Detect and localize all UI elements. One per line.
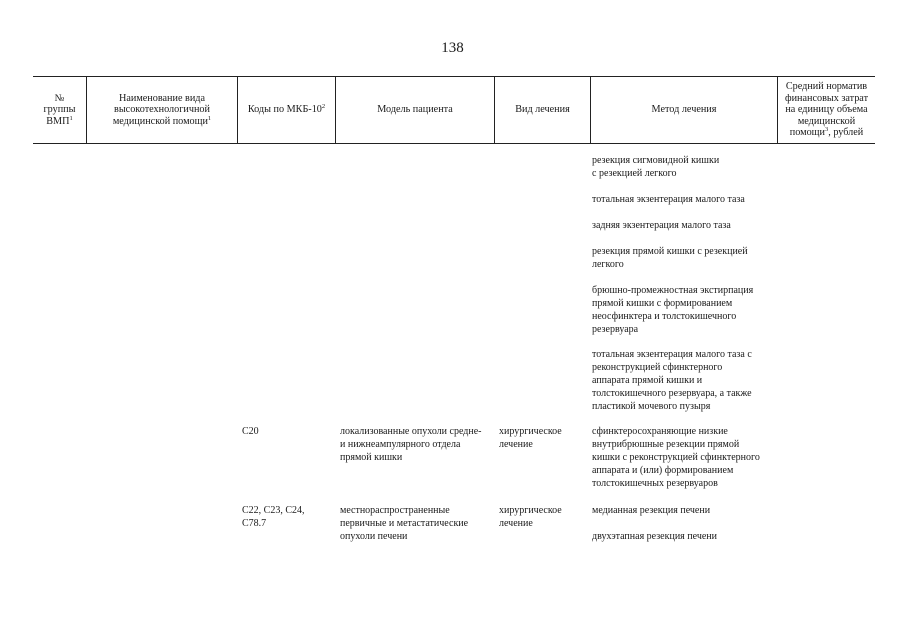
row-patient-model [340, 426, 481, 465]
method-item [592, 155, 719, 181]
header-group-mark: № [54, 92, 65, 104]
header-codes-footnote: 2 [321, 103, 326, 111]
header-col-treatment-type [494, 77, 590, 143]
header-cost-footnote: 3 [824, 126, 829, 134]
method-line: задняя экзентерация малого таза [592, 220, 731, 231]
header-cost-line3: на единицу объема [785, 104, 868, 116]
model-line: локализованные опухоли средне- [340, 426, 482, 437]
header-cost-line1: Средний норматив [785, 81, 868, 93]
row-treatment-type [499, 505, 562, 531]
method-line: реконструкцией сфинктерного [592, 361, 723, 373]
method-item [592, 194, 745, 207]
method-line: пластикой мочевого пузыря [592, 400, 711, 412]
method-item [592, 505, 710, 518]
method-line: неосфинктера и толстокишечного [592, 310, 737, 322]
method-line: резекция сигмовидной кишки [592, 155, 720, 166]
method-line: прямой кишки с формированием [592, 297, 733, 309]
method-line: легкого [592, 258, 624, 270]
method-item [592, 246, 748, 272]
header-codes-text: Коды по МКБ-10 [247, 104, 322, 116]
method-line: толстокишечных резервуаров [592, 477, 718, 489]
method-line: внутрибрюшные резекции прямой [592, 438, 740, 450]
treatment-line: хирургическое [499, 505, 562, 516]
row-treatment-type [499, 426, 562, 452]
header-model-text: Модель пациента [377, 104, 453, 116]
model-line: первичные и метастатические [340, 517, 469, 529]
method-item [592, 220, 731, 233]
method-line: резекция прямой кишки с резекцией [592, 246, 748, 257]
method-item [592, 426, 760, 491]
header-group-line1: группы [43, 104, 76, 116]
model-line: опухоли печени [340, 530, 408, 542]
header-treatment-text: Вид лечения [515, 104, 570, 116]
method-item [592, 349, 752, 414]
method-line: резервуара [592, 323, 639, 335]
method-line: толстокишечного резервуара, а также [592, 387, 752, 399]
header-name-line1: Наименование вида [119, 92, 205, 104]
header-col-average-cost [777, 77, 875, 143]
method-line: аппарата прямой кишки и [592, 374, 703, 386]
header-cost-line2: финансовых затрат [784, 92, 869, 104]
model-line: местнораспространенные [340, 505, 450, 516]
treatment-line: хирургическое [499, 426, 562, 437]
header-col-icd-codes [237, 77, 335, 143]
model-line: и нижнеампулярного отдела [340, 438, 461, 450]
method-line: кишки с реконструкцией сфинктерного [592, 451, 760, 463]
row-patient-model [340, 505, 468, 544]
method-line: с резекцией легкого [592, 167, 677, 179]
header-col-patient-model [335, 77, 494, 143]
method-item [592, 531, 717, 544]
method-line: аппарата и (или) формированием [592, 464, 734, 476]
method-item [592, 285, 753, 337]
header-col-group-number [33, 77, 86, 143]
treatment-line: лечение [499, 517, 533, 529]
code-line: C20 [242, 426, 259, 437]
treatment-line: лечение [499, 438, 533, 450]
row-icd-codes [242, 426, 259, 439]
page-number: 138 [441, 40, 464, 56]
method-line: сфинктеросохраняющие низкие [592, 426, 728, 437]
table-header [33, 76, 875, 144]
model-line: прямой кишки [340, 451, 403, 463]
header-cost-line5-pre: помощи [789, 127, 825, 139]
header-cost-line5-post: , рублей [828, 127, 864, 139]
code-line: C22, C23, C24, [242, 505, 305, 516]
method-line: брюшно-промежностная экстирпация [592, 285, 754, 296]
code-line: C78.7 [242, 517, 267, 529]
method-line: двухэтапная резекция печени [592, 531, 717, 542]
header-group-footnote: 1 [69, 114, 73, 122]
header-cost-line4: медицинской [797, 115, 856, 127]
header-group-line2: ВМП [46, 115, 70, 127]
header-name-line2: высокотехнологичной [114, 104, 210, 116]
row-icd-codes [242, 505, 305, 531]
header-method-text: Метод лечения [651, 104, 717, 116]
header-col-treatment-method [590, 77, 777, 143]
method-line: тотальная экзентерация малого таза с [592, 349, 752, 360]
header-col-care-type [86, 77, 237, 143]
header-name-line3: медицинской помощи [112, 115, 208, 127]
header-name-footnote: 1 [207, 114, 212, 122]
method-line: медианная резекция печени [592, 505, 711, 516]
method-line: тотальная экзентерация малого таза [592, 194, 745, 205]
